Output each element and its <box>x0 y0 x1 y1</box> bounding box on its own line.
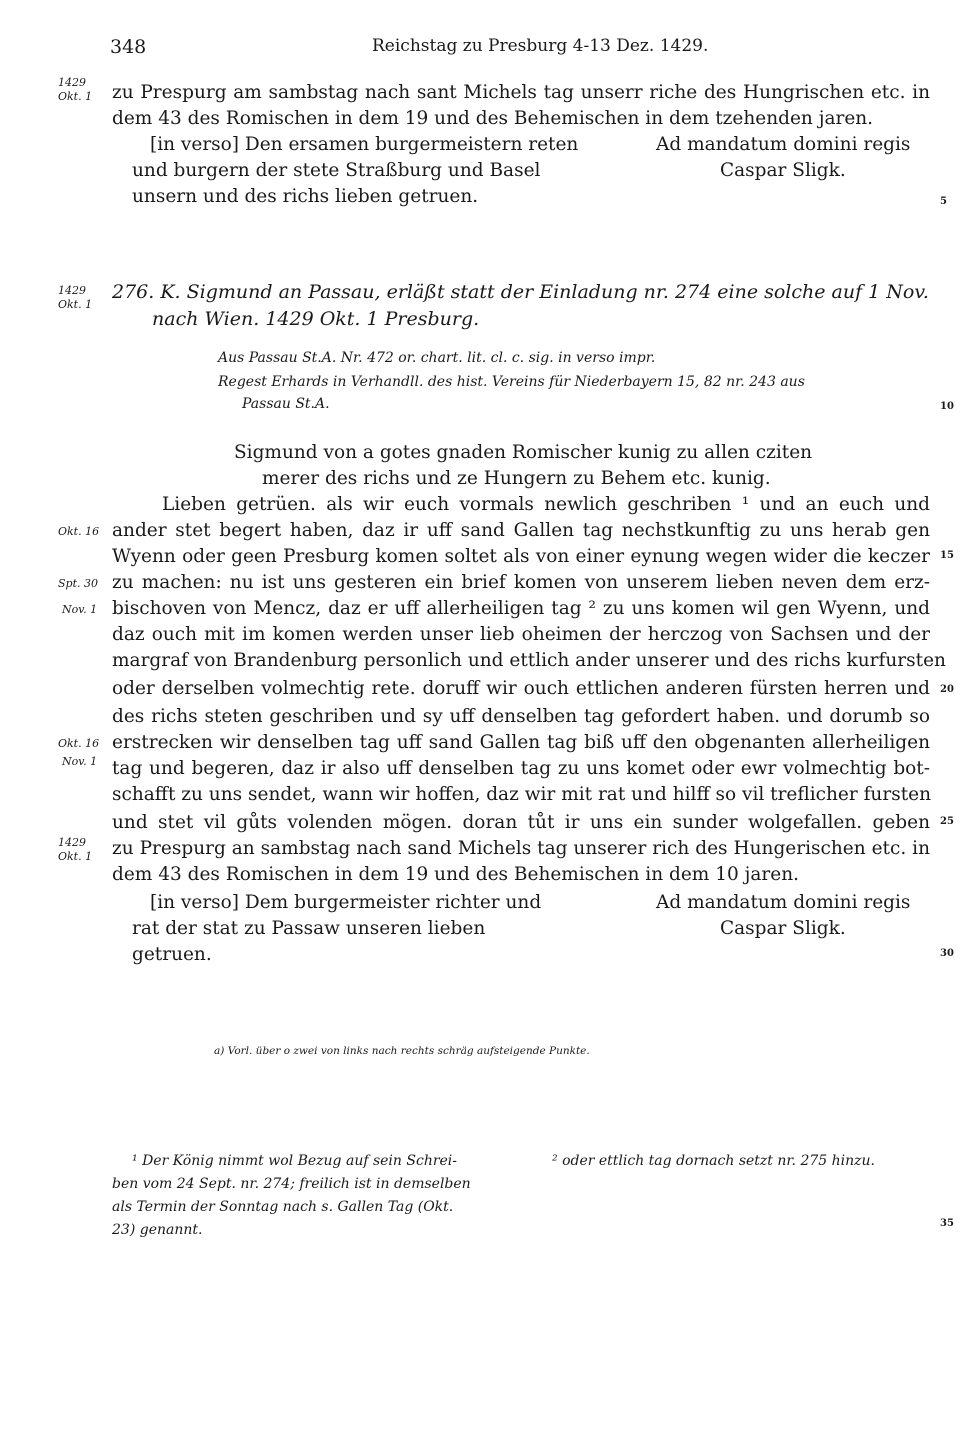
margin-date: 1429 Okt. 1 <box>58 284 93 311</box>
footnote-line: ben vom 24 Sept. nr. 274; freilich ist in demselben <box>112 1176 471 1192</box>
subscription-line: Caspar Sligk. <box>720 160 846 181</box>
footnote-line: 23) genannt. <box>112 1222 203 1238</box>
letter-line: dem 43 des Romischen in dem 19 und des Behemischen in dem 10 jaren. <box>112 864 799 885</box>
margin-date: Okt. 16 <box>58 737 100 750</box>
subscription-line: Caspar Sligk. <box>720 918 846 939</box>
letter-line: oder derselben volmechtig rete. doruff wir ouch ettlichen anderen fürsten herren und <box>112 678 930 699</box>
text-line: zu Prespurg am sambstag nach sant Michels tag unserr riche des Hungrischen etc. in <box>112 82 930 103</box>
line-number: 5 <box>940 196 947 207</box>
line-number: 35 <box>940 1218 954 1229</box>
source-line: Aus Passau St.A. Nr. 472 or. chart. lit. cl. c. sig. in verso impr. <box>218 350 656 366</box>
page-number: 348 <box>110 36 147 58</box>
line-number: 25 <box>940 816 954 827</box>
letter-line: des richs steten geschriben und sy uff denselben tag gefordert haben. und dorumb so <box>112 706 930 727</box>
margin-date: Nov. 1 <box>62 603 98 616</box>
line-number: 20 <box>940 684 954 695</box>
address-line: getruen. <box>132 944 212 965</box>
address-line: [in verso] Den ersamen burgermeistern reten <box>150 134 579 155</box>
text-line: dem 43 des Romischen in dem 19 und des Behemischen in dem tzehenden jaren. <box>112 108 874 129</box>
footnote-line: ² oder ettlich tag dornach setzt nr. 275 hinzu. <box>552 1153 875 1169</box>
margin-date: 1429 Okt. 1 <box>58 836 93 863</box>
letter-line: daz ouch mit im komen werden unser lieb oheimen der herczog von Sachsen und der <box>112 624 930 645</box>
letter-line: tag und begeren, daz ir also uff denselben tag zu uns komet oder ewr volmechtig bot- <box>112 758 930 779</box>
source-line: Regest Erhards in Verhandll. des hist. Vereins für Niederbayern 15, 82 nr. 243 aus <box>218 374 805 390</box>
address-line: rat der stat zu Passaw unseren lieben <box>132 918 486 939</box>
letter-line: Wyenn oder geen Presburg komen soltet als von einer eynung wegen wider die keczer <box>112 546 930 567</box>
margin-date: Nov. 1 <box>62 755 98 768</box>
letter-line: Lieben getrüen. als wir euch vormals newlich geschriben ¹ und an euch und <box>162 494 930 515</box>
running-title: Reichstag zu Presburg 4-13 Dez. 1429. <box>372 36 709 56</box>
textual-note: a) Vorl. über o zwei von links nach rechts schräg aufsteigende Punkte. <box>214 1045 590 1057</box>
line-number: 30 <box>940 948 954 959</box>
letter-line: erstrecken wir denselben tag uff sand Gallen tag biß uff den obgenanten allerheiligen <box>112 732 930 753</box>
address-line: und burgern der stete Straßburg und Basel <box>132 160 541 181</box>
intitulatio-line: Sigmund von a gotes gnaden Romischer kunig zu allen cziten <box>234 442 813 463</box>
subscription-line: Ad mandatum domini regis <box>656 892 911 913</box>
letter-line: und stet vil gůts volenden mögen. doran tůt ir uns ein sunder wolgefallen. geben <box>112 812 930 833</box>
document-heading: nach Wien. 1429 Okt. 1 Presburg. <box>152 308 480 330</box>
letter-line: zu Prespurg an sambstag nach sand Michels tag unserer rich des Hungerischen etc. in <box>112 838 930 859</box>
footnote-line: als Termin der Sonntag nach s. Gallen Tag (Okt. <box>112 1199 454 1215</box>
letter-line: bischoven von Mencz, daz er uff allerheiligen tag ² zu uns komen wil gen Wyenn, und <box>112 598 930 619</box>
intitulatio-line: merer des richs und ze Hungern zu Behem etc. kunig. <box>262 468 771 489</box>
letter-line: margraf von Brandenburg personlich und ettlich ander unserer und des richs kurfursten <box>112 650 946 671</box>
letter-line: schafft zu uns sendet, wann wir hoffen, daz wir mit rat und hilff so vil treflicher fursten <box>112 784 931 805</box>
document-heading: 276. K. Sigmund an Passau, erläßt statt der Einladung nr. 274 eine solche auf 1 Nov. <box>112 281 929 303</box>
source-line: Passau St.A. <box>242 396 330 412</box>
line-number: 15 <box>940 550 954 561</box>
address-line: [in verso] Dem burgermeister richter und <box>150 892 542 913</box>
margin-date: 1429 Okt. 1 <box>58 76 93 103</box>
letter-line: zu machen: nu ist uns gesteren ein brief komen von unserem lieben neven dem erz- <box>112 572 930 593</box>
subscription-line: Ad mandatum domini regis <box>656 134 911 155</box>
letter-line: ander stet begert haben, daz ir uff sand Gallen tag nechstkunftig zu uns herab gen <box>112 520 930 541</box>
margin-date: Spt. 30 <box>58 577 98 590</box>
footnote-line: ¹ Der König nimmt wol Bezug auf sein Schrei- <box>132 1153 458 1169</box>
margin-date: Okt. 16 <box>58 525 100 538</box>
line-number: 10 <box>940 401 954 412</box>
address-line: unsern und des richs lieben getruen. <box>132 186 479 207</box>
